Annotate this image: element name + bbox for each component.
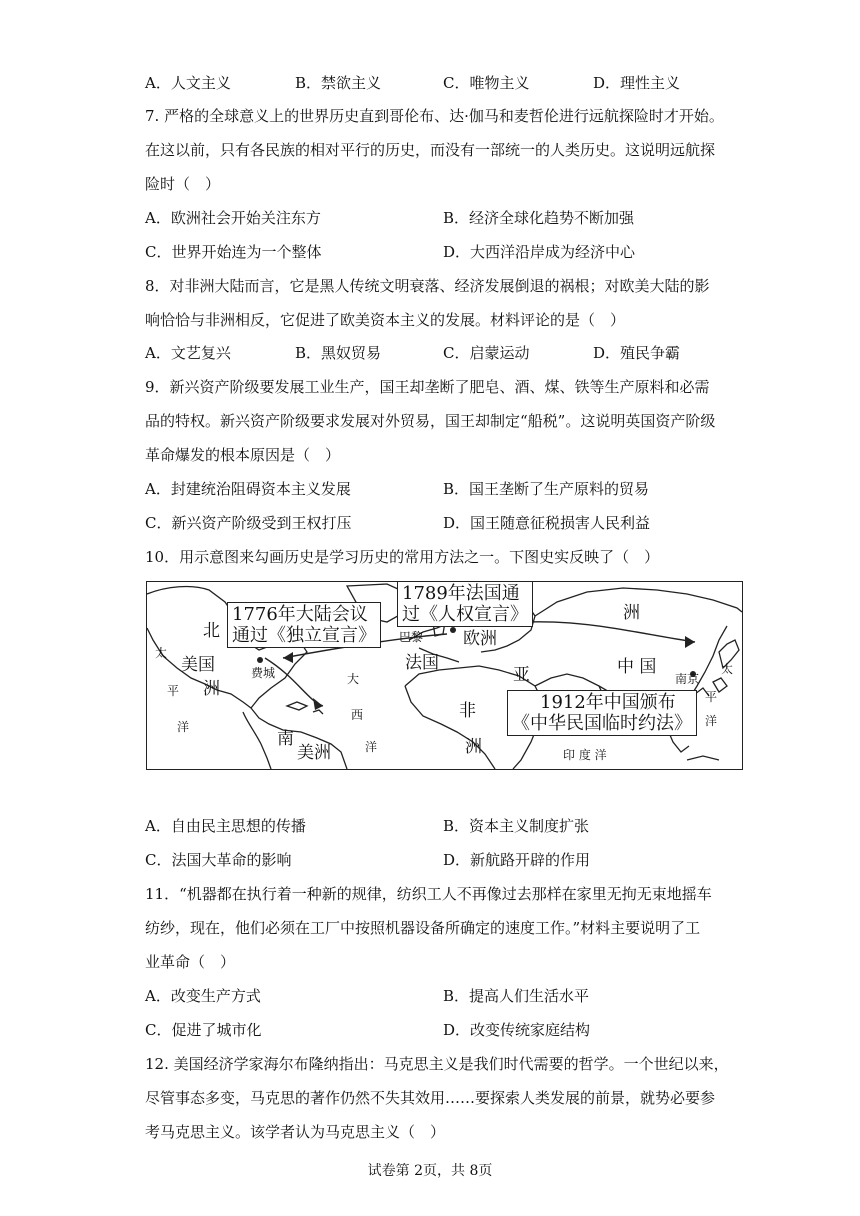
q9-text-line: 9．新兴资产阶级要发展工业生产，国王却垄断了肥皂、酒、煤、铁等生产原料和必需: [145, 378, 710, 396]
q11-text-line: 纺纱，现在，他们必须在工厂中按照机器设备所确定的速度工作。”材料主要说明了工: [145, 919, 701, 937]
q8-option-b[interactable]: B．黑奴贸易: [295, 344, 382, 362]
q8-option-d[interactable]: D．殖民争霸: [593, 344, 681, 362]
box3-line: 1912年中国颁布: [540, 692, 676, 713]
q9-option-b[interactable]: B．国王垄断了生产原料的贸易: [443, 480, 650, 498]
q12-text-line: 考马克思主义。该学者认为马克思主义（ ）: [145, 1123, 446, 1141]
label-france: 法国: [405, 653, 439, 673]
q9-text-line: 革命爆发的根本原因是（ ）: [145, 446, 341, 464]
q8-options: [145, 343, 735, 363]
label-pacific-left-3: 洋: [177, 720, 190, 734]
label-asia: 亚: [513, 665, 530, 685]
q11-options-row: [145, 1020, 735, 1040]
box-rights-of-man: [397, 581, 533, 627]
q10-option-d[interactable]: D．新航路开辟的作用: [443, 851, 591, 869]
q8-option-a[interactable]: A．文艺复兴: [145, 344, 231, 362]
q7-options-row: [145, 242, 735, 262]
q9-text-line: 品的特权。新兴资产阶级要求发展对外贸易，国王却制定“船税”。这说明英国资产阶级: [145, 412, 716, 430]
q7-option-c[interactable]: C．世界开始连为一个整体: [145, 243, 322, 261]
q6-option-c[interactable]: C．唯物主义: [443, 74, 530, 92]
q11-text-line: 11．“机器都在执行着一种新的规律，纺织工人不再像过去那样在家里无拘无束地摇车: [145, 885, 712, 903]
page-footer: 试卷第 2页，共 8页: [367, 1163, 493, 1179]
label-asia-continent: 洲: [623, 603, 640, 623]
label-africa-continent: 洲: [465, 737, 482, 757]
q7-option-a[interactable]: A．欧洲社会开始关注东方: [145, 209, 321, 227]
q6-option-a[interactable]: A．人文主义: [145, 74, 231, 92]
q9-options-row: [145, 479, 735, 499]
history-map: [146, 581, 743, 770]
q11-text-line: 业革命（ ）: [145, 953, 236, 971]
paris-dot: [450, 627, 456, 633]
label-atlantic-2: 西: [351, 708, 364, 722]
q6-option-b[interactable]: B．禁欲主义: [295, 74, 382, 92]
label-pacific-left-1: 太: [155, 646, 168, 660]
label-south-america: 美洲: [297, 743, 331, 763]
q10-text-line: 10．用示意图来勾画历史是学习历史的常用方法之一。下图史实反映了（ ）: [145, 548, 660, 566]
q12-text-line: 尽管事态多变，马克思的著作仍然不失其效用……要探索人类发展的前景，就势必要参: [145, 1089, 716, 1107]
box2-line: 过《人权宣言》: [402, 604, 528, 625]
q10-option-a[interactable]: A．自由民主思想的传播: [145, 817, 306, 835]
q7-option-d[interactable]: D．大西洋沿岸成为经济中心: [443, 243, 636, 261]
label-atlantic-3: 洋: [365, 740, 378, 754]
q9-option-a[interactable]: A．封建统治阻碍资本主义发展: [145, 480, 351, 498]
label-europe: 欧洲: [463, 629, 497, 649]
q11-option-b[interactable]: B．提高人们生活水平: [443, 987, 590, 1005]
q7-text-line: 险时（ ）: [145, 175, 221, 193]
box2-line: 1789年法国通: [402, 583, 520, 604]
q7-text-line: 在这以前，只有各民族的相对平行的历史，而没有一部统一的人类历史。这说明远航探: [145, 141, 716, 159]
q10-option-c[interactable]: C．法国大革命的影响: [145, 851, 292, 869]
q7-text-line: 7. 严格的全球意义上的世界历史直到哥伦布、达·伽马和麦哲伦进行远航探险时才开始。: [145, 107, 724, 125]
label-south: 南: [277, 729, 294, 749]
q7-option-b[interactable]: B．经济全球化趋势不断加强: [443, 209, 635, 227]
q9-option-d[interactable]: D．国王随意征税损害人民利益: [443, 514, 651, 532]
q8-text-line: 8．对非洲大陆而言，它是黑人传统文明衰落、经济发展倒退的祸根；对欧美大陆的影: [145, 277, 710, 295]
philadelphia-dot: [257, 657, 263, 663]
label-atlantic-1: 大: [347, 672, 360, 686]
label-africa: 非: [459, 701, 476, 721]
box3-line: 《中华民国临时约法》: [512, 713, 692, 734]
q10-options-row: [145, 850, 735, 870]
label-continent-na: 洲: [203, 679, 220, 699]
q10-option-b[interactable]: B．资本主义制度扩张: [443, 817, 590, 835]
q8-text-line: 响恰恰与非洲相反，它促进了欧美资本主义的发展。材料评论的是（ ）: [145, 311, 626, 329]
box1-line: 1776年大陆会议: [232, 604, 368, 625]
q8-option-c[interactable]: C．启蒙运动: [443, 344, 530, 362]
box1-line: 通过《独立宣言》: [232, 625, 376, 646]
q6-options: [145, 73, 735, 93]
q6-option-d[interactable]: D．理性主义: [593, 74, 681, 92]
label-china: 中 国: [617, 657, 657, 677]
label-pacific-left-2: 平: [167, 684, 180, 698]
q11-option-c[interactable]: C．促进了城市化: [145, 1021, 262, 1039]
label-pacific-right-3: 洋: [705, 714, 718, 728]
label-indian-ocean: 印 度 洋: [563, 748, 607, 762]
q9-option-c[interactable]: C．新兴资产阶级受到王权打压: [145, 514, 352, 532]
label-philadelphia: 费城: [251, 666, 276, 680]
label-paris: 巴黎: [399, 630, 424, 644]
label-usa: 美国: [181, 655, 215, 675]
q7-options-row: [145, 208, 735, 228]
q9-options-row: [145, 513, 735, 533]
q11-options-row: [145, 986, 735, 1006]
label-north: 北: [203, 621, 220, 641]
q11-option-d[interactable]: D．改变传统家庭结构: [443, 1021, 591, 1039]
q10-options-row: [145, 816, 735, 836]
box-declaration-of-independence: [227, 602, 381, 648]
q11-option-a[interactable]: A．改变生产方式: [145, 987, 261, 1005]
label-nanjing: 南京: [675, 672, 700, 686]
label-pacific-right-2: 平: [705, 690, 718, 704]
label-pacific-right-1: 太: [721, 662, 734, 676]
box-provisional-constitution: [507, 690, 697, 736]
q12-text-line: 12. 美国经济学家海尔布隆纳指出：马克思主义是我们时代需要的哲学。一个世纪以来，: [145, 1055, 729, 1073]
